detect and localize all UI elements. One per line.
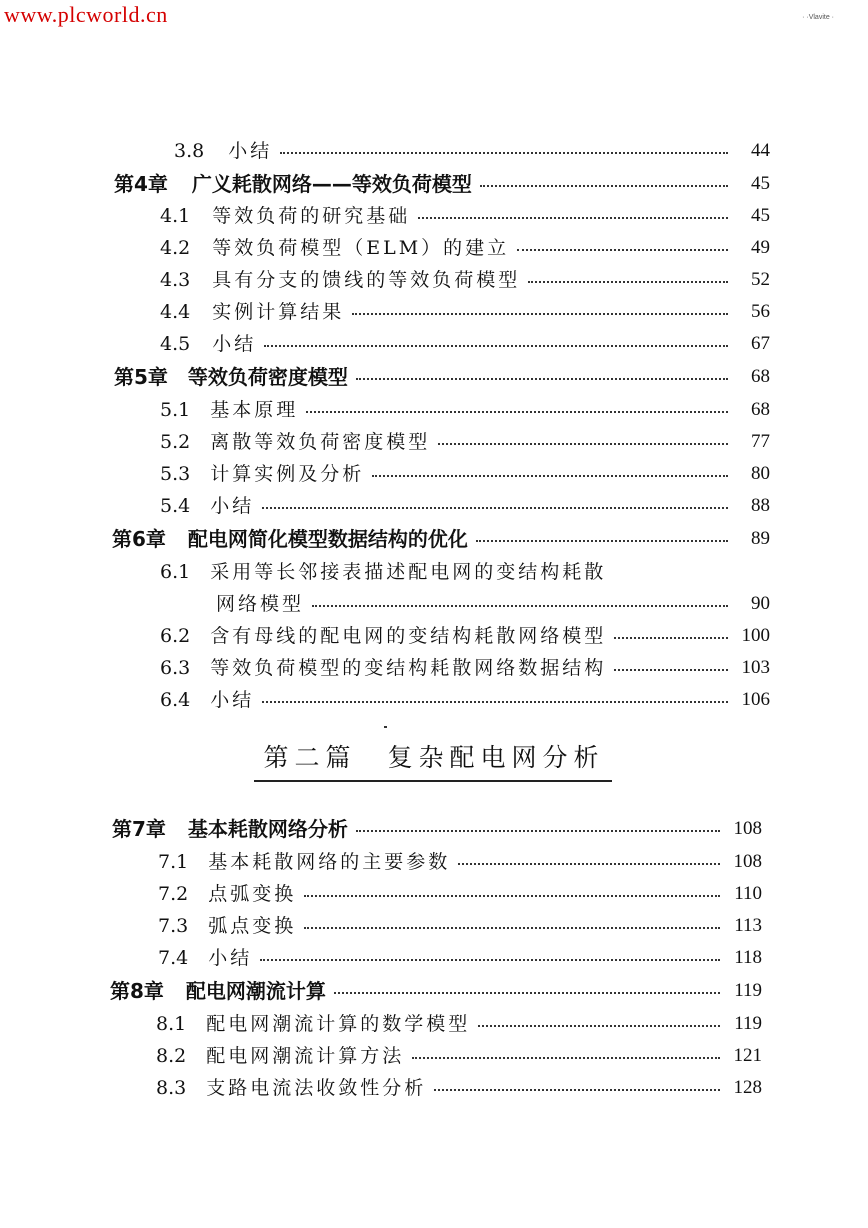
entry-page: 100 — [741, 625, 770, 646]
entry-page: 103 — [741, 657, 770, 678]
chapter-title: 配电网简化模型数据结构的优化 — [187, 527, 468, 551]
entry-number: 6.2 — [160, 625, 191, 647]
toc-entry-4-4[interactable] — [160, 294, 770, 324]
entry-title-continued: 网络模型 — [216, 593, 305, 615]
entry-page: 45 — [751, 205, 770, 226]
entry-title: 等效负荷的研究基础 — [212, 205, 411, 227]
toc-entry-8-1[interactable] — [156, 1006, 762, 1036]
toc-entry-6-2[interactable] — [160, 618, 770, 648]
entry-title: 小结 — [212, 333, 257, 355]
toc-entry-3-8[interactable] — [174, 133, 770, 163]
dot-leader — [306, 411, 728, 413]
entry-number: 5.1 — [160, 399, 191, 421]
entry-title: 实例计算结果 — [212, 301, 345, 323]
entry-number: 3.8 — [174, 140, 205, 162]
toc-entry-7-1[interactable] — [158, 844, 762, 874]
entry-title: 等效负荷模型（ELM）的建立 — [212, 237, 510, 259]
toc-entry-4-2[interactable] — [160, 230, 770, 260]
entry-number: 7.3 — [158, 915, 189, 937]
entry-page: 67 — [751, 333, 770, 354]
dot-leader — [372, 475, 728, 477]
entry-page: 68 — [751, 399, 770, 420]
entry-page: 56 — [751, 301, 770, 322]
dot-leader — [356, 830, 720, 832]
toc-entry-4-1[interactable] — [160, 198, 770, 228]
toc-entry-5-2[interactable] — [160, 424, 770, 454]
entry-page: 52 — [751, 269, 770, 290]
chapter-number: 第7章 — [112, 817, 166, 841]
entry-number: 5.3 — [160, 463, 191, 485]
dot-leader — [304, 895, 720, 897]
entry-title: 含有母线的配电网的变结构耗散网络模型 — [210, 625, 607, 647]
chapter-title: 等效负荷密度模型 — [187, 365, 348, 389]
chapter-number: 第6章 — [112, 527, 166, 551]
chapter-title: 广义耗散网络——等效负荷模型 — [191, 172, 472, 196]
entry-title: 小结 — [228, 140, 273, 162]
dot-leader — [312, 605, 728, 607]
toc-entry-5-3[interactable] — [160, 456, 770, 486]
dot-leader — [264, 345, 728, 347]
toc-entry-7-3[interactable] — [158, 908, 762, 938]
toc-entry-6-3[interactable] — [160, 650, 770, 680]
dot-leader — [356, 378, 728, 380]
entry-page: 119 — [734, 980, 762, 1001]
entry-page: 128 — [733, 1077, 762, 1098]
dot-leader — [352, 313, 728, 315]
toc-entry-7-4[interactable] — [158, 940, 762, 970]
toc-entry-chapter-8[interactable] — [110, 973, 762, 1003]
entry-page: 108 — [733, 851, 762, 872]
entry-page: 77 — [751, 431, 770, 452]
dot-leader — [478, 1025, 720, 1027]
dot-leader — [262, 701, 728, 703]
entry-page: 119 — [734, 1013, 762, 1034]
entry-title: 支路电流法收敛性分析 — [206, 1077, 427, 1099]
entry-page: 80 — [751, 463, 770, 484]
entry-title: 基本耗散网络的主要参数 — [208, 851, 451, 873]
dot-leader — [412, 1057, 720, 1059]
dot-leader — [614, 637, 728, 639]
entry-number: 4.1 — [160, 205, 191, 227]
entry-title: 弧点变换 — [208, 915, 297, 937]
chapter-number: 第8章 — [110, 979, 164, 1003]
entry-number: 5.4 — [160, 495, 191, 517]
toc-entry-4-3[interactable] — [160, 262, 770, 292]
dot-leader — [304, 927, 720, 929]
entry-number: 7.1 — [158, 851, 189, 873]
entry-title: 等效负荷模型的变结构耗散网络数据结构 — [210, 657, 607, 679]
dot-leader — [614, 669, 728, 671]
entry-page: 110 — [734, 883, 762, 904]
dot-leader — [262, 507, 728, 509]
entry-page: 68 — [751, 366, 770, 387]
entry-title: 基本原理 — [210, 399, 299, 421]
entry-number: 4.5 — [160, 333, 191, 355]
chapter-title: 基本耗散网络分析 — [187, 817, 348, 841]
entry-title: 点弧变换 — [208, 883, 297, 905]
dot-leader — [334, 992, 720, 994]
toc-entry-7-2[interactable] — [158, 876, 762, 906]
entry-page: 89 — [751, 528, 770, 549]
entry-number: 6.3 — [160, 657, 191, 679]
entry-title: 小结 — [208, 947, 253, 969]
dot-leader — [280, 152, 728, 154]
entry-page: 108 — [733, 818, 762, 839]
entry-page: 90 — [751, 593, 770, 614]
toc-entry-8-2[interactable] — [156, 1038, 762, 1068]
toc-entry-chapter-7[interactable] — [112, 811, 762, 841]
dot-leader — [260, 959, 720, 961]
entry-number: 7.2 — [158, 883, 189, 905]
entry-title: 配电网潮流计算方法 — [206, 1045, 405, 1067]
chapter-number: 第5章 — [114, 365, 168, 389]
entry-page: 121 — [733, 1045, 762, 1066]
chapter-title: 配电网潮流计算 — [185, 979, 326, 1003]
watermark-url: www.plcworld.cn — [4, 2, 168, 27]
entry-title: 计算实例及分析 — [210, 463, 365, 485]
entry-number: 4.3 — [160, 269, 191, 291]
dot-leader — [517, 249, 728, 251]
toc-entry-4-5[interactable] — [160, 326, 770, 356]
dot-leader — [476, 540, 728, 542]
entry-number: 7.4 — [158, 947, 189, 969]
toc-entry-6-4[interactable] — [160, 682, 770, 712]
entry-number: 4.4 — [160, 301, 191, 323]
entry-number: 4.2 — [160, 237, 191, 259]
entry-page: 106 — [741, 689, 770, 710]
dot-leader — [418, 217, 728, 219]
toc-entry-chapter-5[interactable] — [114, 359, 770, 389]
dot-leader — [458, 863, 720, 865]
entry-title: 配电网潮流计算的数学模型 — [206, 1013, 471, 1035]
toc-entry-5-1[interactable] — [160, 392, 770, 422]
dot-leader — [480, 185, 728, 187]
entry-page: 44 — [751, 140, 770, 161]
entry-number: 8.1 — [156, 1013, 187, 1035]
corner-mark: · ·Vlavite · — [802, 14, 834, 21]
entry-number: 6.1 — [160, 561, 191, 583]
entry-page: 45 — [751, 173, 770, 194]
entry-page: 88 — [751, 495, 770, 516]
entry-title: 离散等效负荷密度模型 — [210, 431, 431, 453]
toc-entry-6-1-continued[interactable] — [216, 586, 770, 616]
entry-number: 8.3 — [156, 1077, 187, 1099]
dot-leader — [438, 443, 728, 445]
part-heading-rule — [254, 780, 612, 782]
toc-entry-chapter-4[interactable] — [114, 166, 770, 196]
entry-page: 49 — [751, 237, 770, 258]
entry-title: 小结 — [210, 495, 255, 517]
toc-entry-5-4[interactable] — [160, 488, 770, 518]
dot-leader — [528, 281, 728, 283]
chapter-number: 第4章 — [114, 172, 168, 196]
entry-number: 8.2 — [156, 1045, 187, 1067]
dot-leader — [434, 1089, 720, 1091]
entry-title: 采用等长邻接表描述配电网的变结构耗散 — [210, 561, 607, 583]
entry-page: 113 — [734, 915, 762, 936]
entry-title: 小结 — [210, 689, 255, 711]
toc-entry-6-1[interactable] — [160, 554, 770, 584]
toc-entry-8-3[interactable] — [156, 1070, 762, 1100]
entry-number: 5.2 — [160, 431, 191, 453]
entry-page: 118 — [734, 947, 762, 968]
entry-number: 6.4 — [160, 689, 191, 711]
part-heading: 第二篇 复杂配电网分析 — [263, 743, 605, 772]
entry-title: 具有分支的馈线的等效负荷模型 — [212, 269, 521, 291]
print-speck — [384, 726, 387, 728]
toc-entry-chapter-6[interactable] — [112, 521, 770, 551]
